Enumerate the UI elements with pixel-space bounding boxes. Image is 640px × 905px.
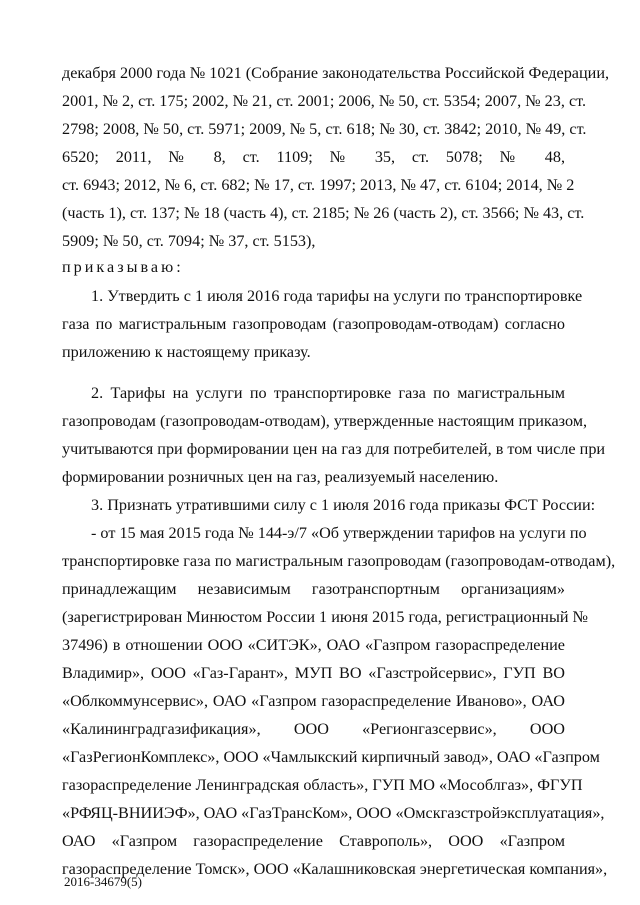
- text-line: принадлежащим независимым газотранспортным организациям»: [62, 580, 565, 598]
- order-word: приказываю:: [62, 258, 184, 276]
- text-line: 6520; 2011, № 8, ст. 1109; № 35, ст. 5078; № 48,: [62, 148, 565, 166]
- text-line: формировании розничных цен на газ, реализуемый населению.: [62, 468, 499, 486]
- text-line: - от 15 мая 2015 года № 144-э/7 «Об утверждении тарифов на услуги по: [91, 524, 587, 542]
- text-line: Владимир», ООО «Газ-Гарант», МУП ВО «Газстройсервис», ГУП ВО: [62, 664, 565, 682]
- text-line: «ГазРегионКомплекс», ООО «Чамлыкский кирпичный завод», ОАО «Газпром: [62, 748, 600, 766]
- text-line: ОАО «Газпром газораспределение Ставрополь», ООО «Газпром: [62, 832, 565, 850]
- text-line: 5909; № 50, ст. 7094; № 37, ст. 5153),: [62, 232, 316, 250]
- text-line: газораспределение Томск», ООО «Калашниковская энергетическая компания»,: [62, 860, 608, 878]
- text-line: (зарегистрирован Минюстом России 1 июня 2015 года, регистрационный №: [62, 608, 588, 626]
- text-line: приложению к настоящему приказу.: [62, 343, 311, 361]
- text-line: газораспределение Ленинградская область», ГУП МО «Мособлгаз», ФГУП: [62, 776, 583, 794]
- text-line: «РФЯЦ-ВНИИЭФ», ОАО «ГазТрансКом», ООО «Омскгазстройэксплуатация»,: [62, 804, 605, 822]
- text-line: ст. 6943; 2012, № 6, ст. 682; № 17, ст. 1997; 2013, № 47, ст. 6104; 2014, № 2: [62, 176, 575, 194]
- text-line: декабря 2000 года № 1021 (Собрание законодательства Российской Федерации,: [62, 64, 610, 82]
- text-line: 1. Утвердить с 1 июля 2016 года тарифы на услуги по транспортировке: [91, 287, 583, 305]
- document-footer-id: 2016-34679(5): [64, 874, 142, 889]
- text-line: 2001, № 2, ст. 175; 2002, № 21, ст. 2001; 2006, № 50, ст. 5354; 2007, № 23, ст.: [62, 92, 587, 110]
- text-line: «Облкоммунсервис», ОАО «Газпром газораспределение Иваново», ОАО: [62, 692, 565, 710]
- text-line: транспортировке газа по магистральным газопроводам (газопроводам-отводам),: [62, 552, 616, 570]
- text-line: 37496) в отношении ООО «СИТЭК», ОАО «Газпром газораспределение: [62, 636, 565, 654]
- text-line: 3. Признать утратившими силу с 1 июля 2016 года приказы ФСТ России:: [91, 496, 596, 514]
- text-line: учитываются при формировании цен на газ для потребителей, в том числе при: [62, 440, 606, 458]
- text-line: 2798; 2008, № 50, ст. 5971; 2009, № 5, ст. 618; № 30, ст. 3842; 2010, № 49, ст.: [62, 120, 587, 138]
- text-line: 2. Тарифы на услуги по транспортировке газа по магистральным: [91, 384, 565, 402]
- text-line: газопроводам (газопроводам-отводам), утвержденные настоящим приказом,: [62, 412, 588, 430]
- text-line: газа по магистральным газопроводам (газопроводам-отводам) согласно: [62, 315, 565, 333]
- text-line: (часть 1), ст. 137; № 18 (часть 4), ст. 2185; № 26 (часть 2), ст. 3566; № 43, ст.: [62, 204, 585, 222]
- text-line: «Калининградгазификация», ООО «Регионгазсервис», ООО: [62, 720, 565, 738]
